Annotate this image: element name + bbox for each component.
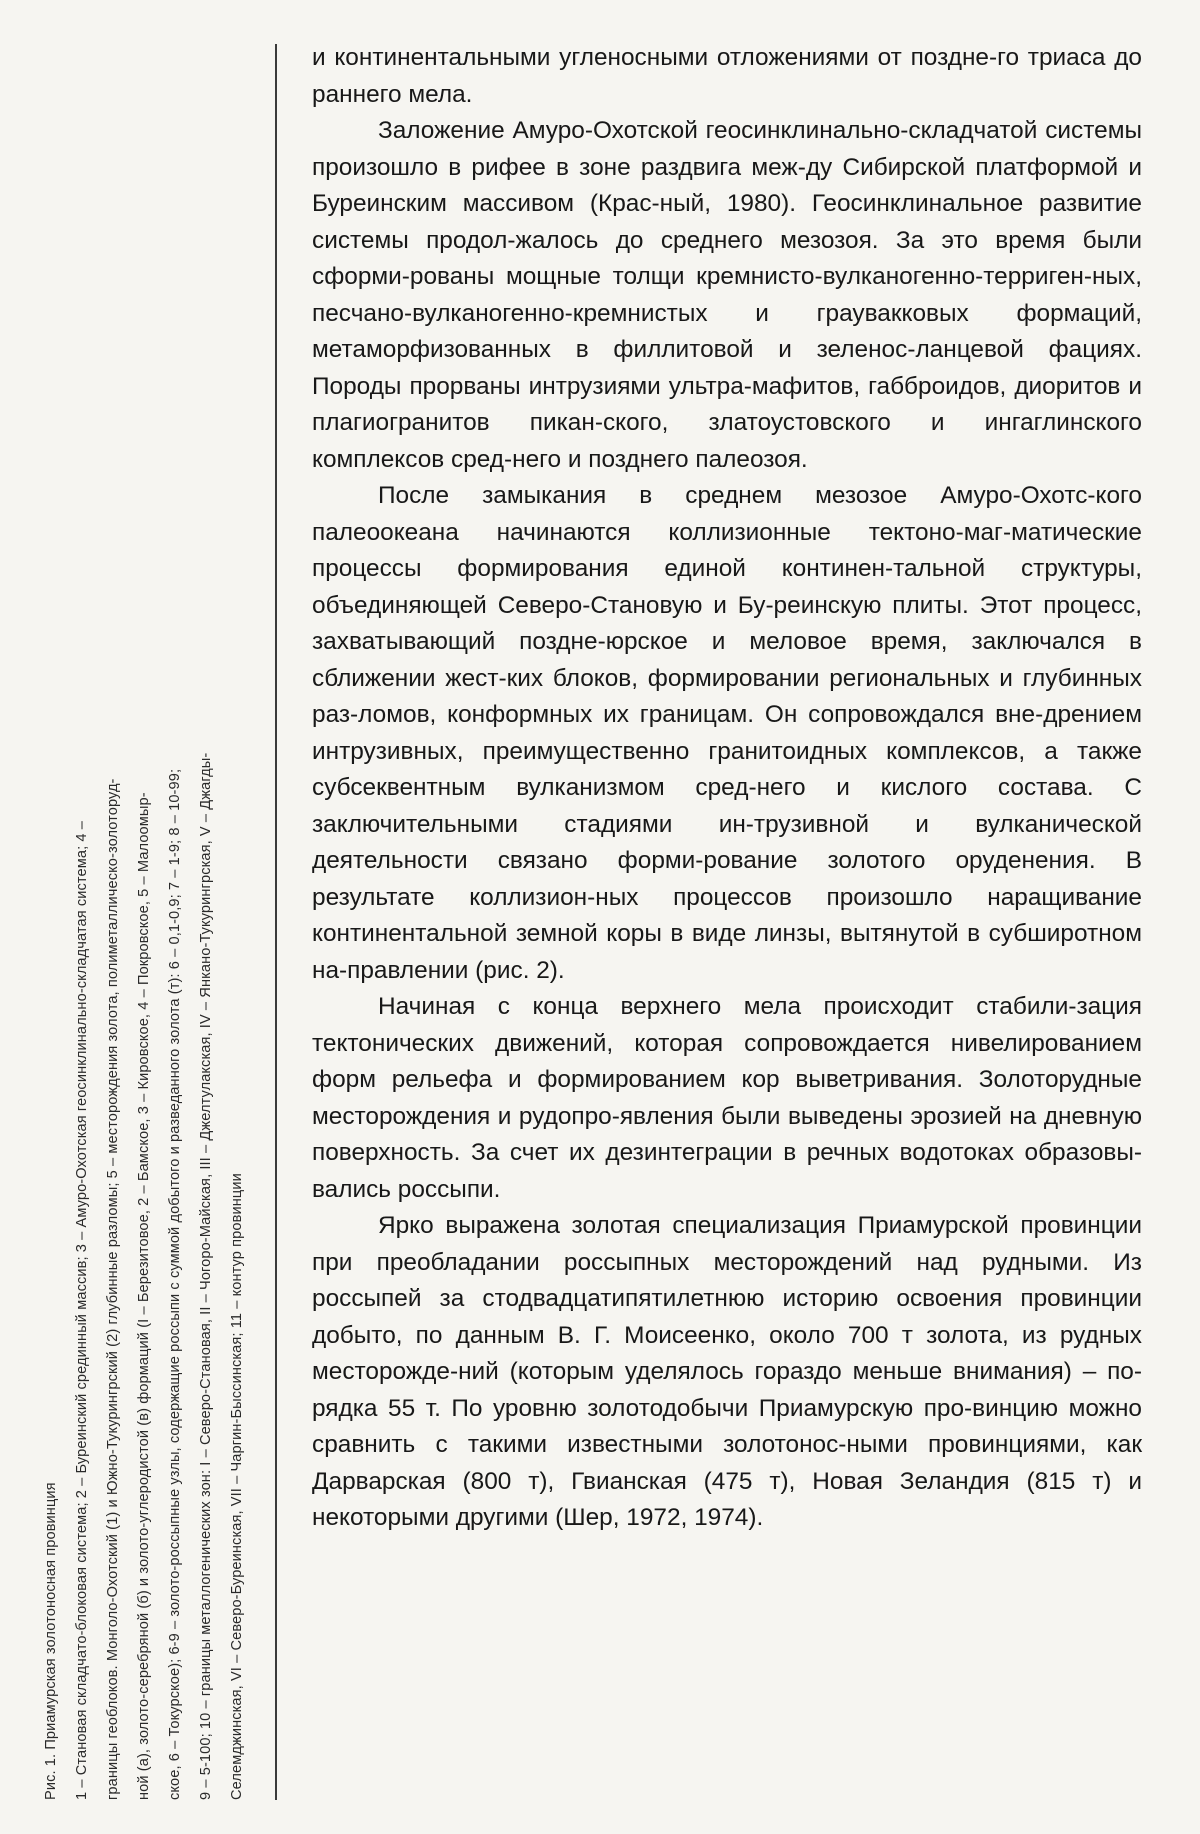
paragraph: Заложение Амуро-Охотской геосинклинально-складчатой системы произошло в рифее в зоне раздвига меж-ду Сибирской платформой и Буреинским массивом (Крас-ный, 1980). Геосинклинальное развитие системы продол-жалось до среднего мезозоя. За это время были сформи-рованы мощные толщи кремнисто-вулканогенно-терриген-ных, песчано-вулканогенно-кремнистых и граувакковых формаций, метаморфизованных в филлитовой и зеленос-ланцевой фациях. Породы прорваны интрузиями ультра-мафитов, габброидов, диоритов и плагиогранитов пикан-ского, златоустовского и ингаглинского комплексов сред-него и позднего палеозоя. [312,117,1142,473]
paragraph: и континентальными угленосными отложениями от поздне-го триаса до раннего мела. [312,44,1142,108]
paragraph: Начиная с конца верхнего мела происходит стабили-зация тектонических движений, которая сопровождается нивелированием форм рельефа и формированием кор выветривания. Золоторудные месторождения и рудопро-явления были выведены эрозией на дневную поверхность. За счет их дезинтеграции в речных водотоках образовы-вались россыпи. [312,993,1142,1203]
figure-caption [36,42,253,1800]
caption-line: 9 – 5-100; 10 – границы металлогенических зон: I – Северо-Становая, II – Чогоро-Майская, III – Джелтулакская, IV – Янкано-Тукурингрская, V – Джагды- [198,752,214,1800]
figure-caption-area [36,42,271,1800]
caption-line: ское, 6 – Токурское); 6-9 – золото-россыпные узлы, содержащие россыпи с суммой добытого и разведанного золота (т): 6 – 0,1-0,9; 7 – 1-9; 8 – 10-99; [167,768,183,1800]
caption-line: границы геоблоков. Монголо-Охотский (1) и Южно-Тукурингрский (2) глубинные разломы; 5 – месторождения золота, полиметаллическо-золоторуд- [105,778,121,1800]
caption-line: ной (а), золото-серебряной (б) и золото-углеродистой (в) формаций (I – Березитовое, 2 – Бамское, 3 – Кировское, 4 – Покровское, 5 – Малоомыр- [136,792,152,1800]
paragraph: После замыкания в среднем мезозое Амуро-Охотс-кого палеоокеана начинаются коллизионные тектоно-маг-матические процессы формирования единой континен-тальной структуры, объединяющей Северо-Становую и Бу-реинскую плиты. Этот процесс, захватывающий поздне-юрское и меловое время, заключался в сближении жест-ких блоков, формировании региональных и глубинных раз-ломов, конформных их границам. Он сопровождался вне-дрением интрузивных, преимущественно гранитоидных комплексов, а также субсеквентным вулканизмом сред-него и кислого состава. С заключительными стадиями ин-трузивной и вулканической деятельности связано форми-рование золотого оруденения. В результате коллизион-ных процессов произошло наращивание континентальной земной коры в виде линзы, вытянутой в субширотном на-правлении (рис. 2). [312,482,1142,984]
body-text [312,40,1142,1537]
column-divider [275,44,277,1800]
paragraph: Ярко выражена золотая специализация Приамурской провинции при преобладании россыпных месторождений над рудными. Из россыпей за стодвадцатипятилетнюю историю освоения провинции добыто, по данным В. Г. Моисеенко, около 700 т золота, из рудных месторожде-ний (которым уделялось гораздо меньше внимания) – по-рядка 55 т. По уровню золотодобычи Приамурскую про-винцию можно сравнить с такими известными золотонос-ными провинциями, как Дарварская (800 т), Гвианская (475 т), Новая Зеландия (815 т) и некоторыми другими (Шер, 1972, 1974). [312,1212,1142,1531]
caption-line: Селемджинская, VI – Северо-Буреинская, VII – Чаргин-Быссинская; 11 – контур провинции [229,1173,245,1800]
caption-title: Рис. 1. Приамурская золотоносная провинция [43,1482,59,1800]
caption-line: 1 – Становая складчато-блоковая система; 2 – Буреинский срединный массив; 3 – Амуро-Охотская геосинклинально-складчатая система; 4 – [74,821,90,1800]
